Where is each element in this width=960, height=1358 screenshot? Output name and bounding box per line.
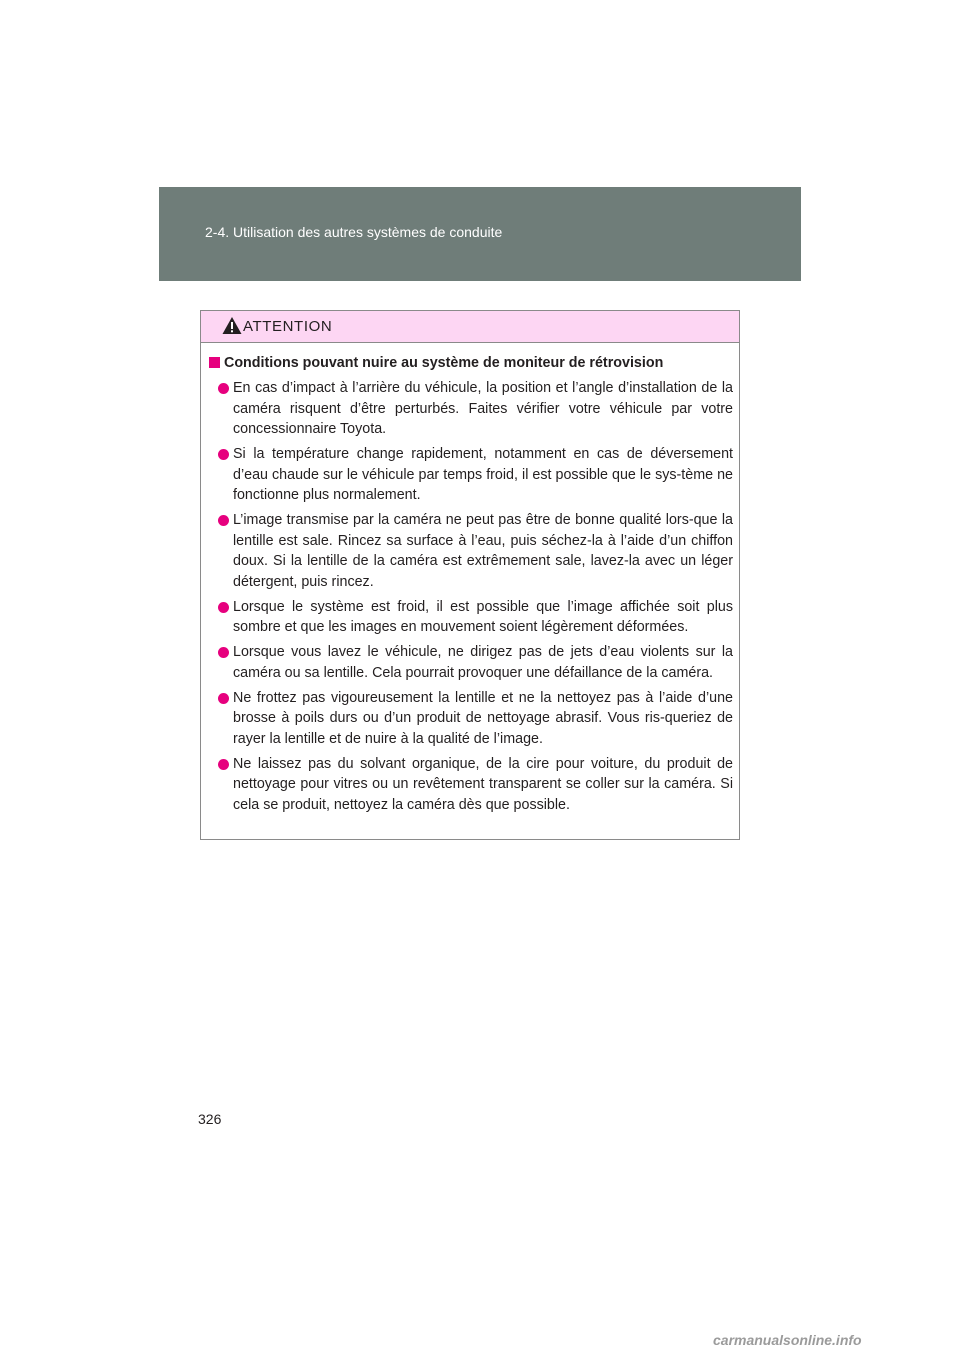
warning-triangle-icon xyxy=(222,316,242,335)
warning-subheading-text: Conditions pouvant nuire au système de moniteur de rétrovision xyxy=(224,355,664,371)
list-item: L’image transmise par la caméra ne peut pas être de bonne qualité lors-que la lentille est sale. Rincez sa surface à l’eau, puis séchez-la à l’aide d’un chiffon doux. Si la lentille de la caméra est extrêmement sale, lavez-la avec un léger détergent, puis rincez. xyxy=(209,510,733,592)
list-item: Si la température change rapidement, notamment en cas de déversement d’eau chaude sur le véhicule par temps froid, il est possible que le sys-tème ne fonctionne plus normalement. xyxy=(209,444,733,506)
warning-subheading xyxy=(209,353,733,373)
warning-header xyxy=(201,311,739,343)
bullet-dot-icon xyxy=(218,602,229,613)
list-item: Ne frottez pas vigoureusement la lentille et ne la nettoyez pas à l’aide d’une brosse à poils durs ou d’un produit de nettoyage abrasif. Vous ris-queriez de rayer la lentille et de nuire à la qualité de l’image. xyxy=(209,688,733,750)
bullet-dot-icon xyxy=(218,515,229,526)
list-item: En cas d’impact à l’arrière du véhicule, la position et l’angle d’installation de la caméra risquent d’être perturbés. Faites vérifier votre véhicule par votre concessionnaire Toyota. xyxy=(209,378,733,440)
watermark: carmanualsonline.info xyxy=(713,1332,862,1348)
list-item: Ne laissez pas du solvant organique, de la cire pour voiture, du produit de nettoyage pour vitres ou un revêtement transparent se coller sur la caméra. Si cela se produit, nettoyez la caméra dès que possible. xyxy=(209,754,733,816)
bullet-dot-icon xyxy=(218,449,229,460)
warning-title: ATTENTION xyxy=(243,318,333,335)
warning-box xyxy=(200,310,740,840)
bullet-dot-icon xyxy=(218,383,229,394)
warning-bullet-list xyxy=(209,378,733,815)
bullet-dot-icon xyxy=(218,647,229,658)
warning-body xyxy=(201,343,739,815)
list-item: Lorsque le système est froid, il est possible que l’image affichée soit plus sombre et que les images en mouvement soient légèrement déformées. xyxy=(209,597,733,638)
page-number: 326 xyxy=(198,1111,222,1127)
section-header-band xyxy=(159,187,801,281)
square-bullet-icon xyxy=(209,357,220,368)
bullet-dot-icon xyxy=(218,759,229,770)
list-item: Lorsque vous lavez le véhicule, ne dirigez pas de jets d’eau violents sur la caméra ou sa lentille. Cela pourrait provoquer une défaillance de la caméra. xyxy=(209,642,733,683)
section-title: 2-4. Utilisation des autres systèmes de conduite xyxy=(205,224,503,240)
bullet-dot-icon xyxy=(218,693,229,704)
